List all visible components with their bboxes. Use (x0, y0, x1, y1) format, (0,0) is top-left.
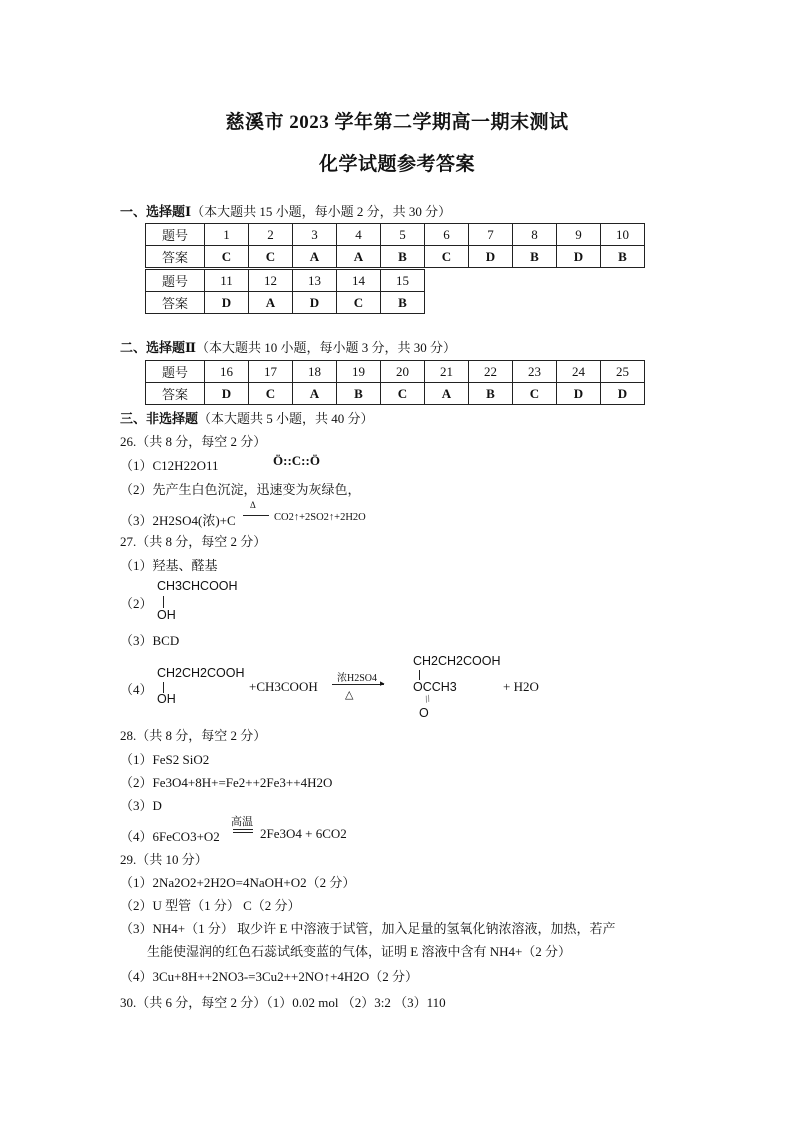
reaction-arrow (243, 515, 269, 516)
section3-heading (120, 408, 374, 427)
answer-cell: D (469, 246, 513, 268)
table-row (146, 270, 425, 292)
answer-cell: C (337, 292, 381, 314)
q26-part3 (120, 510, 236, 529)
question-number: 18 (293, 361, 337, 383)
question-number: 3 (293, 224, 337, 246)
arrow-head: ▸ (380, 678, 385, 688)
section3-note: （本大题共 5 小题，共 40 分） (198, 411, 374, 426)
answer-cell: C (249, 246, 293, 268)
answer-cell: B (381, 246, 425, 268)
q27-heading: 27.（共 8 分，每空 2 分） (120, 534, 267, 549)
bond-line (163, 596, 164, 608)
question-number: 1 (205, 224, 249, 246)
q26-part1 (120, 455, 218, 474)
answer-cell: B (469, 383, 513, 405)
table-row (146, 246, 645, 268)
lactic-acid-structure: CH3CHCOOH (157, 579, 238, 593)
answer-cell: D (293, 292, 337, 314)
q30-answer: 30.（共 6 分，每空 2 分）（1）0.02 mol （2）3:2 （3）110 (120, 995, 446, 1010)
answer-cell: C (381, 383, 425, 405)
question-number: 14 (337, 270, 381, 292)
question-number: 9 (557, 224, 601, 246)
question-number: 11 (205, 270, 249, 292)
section1-heading (120, 201, 451, 220)
ester-group: OCCH3 (413, 680, 457, 694)
answer-cell: D (205, 292, 249, 314)
high-temp-condition: 高温 (231, 816, 253, 828)
question-number: 17 (249, 361, 293, 383)
answer-cell: D (601, 383, 645, 405)
question-number: 10 (601, 224, 645, 246)
q27-part1: （1）羟基、醛基 (120, 558, 218, 573)
question-number: 2 (249, 224, 293, 246)
table-row (146, 383, 645, 405)
reaction-left: 6FeCO3+O2 (152, 829, 220, 844)
question-number: 5 (381, 224, 425, 246)
answer-cell: A (293, 383, 337, 405)
section1-label: 一、选择题Ⅰ (120, 204, 192, 219)
double-bond: // (423, 693, 433, 706)
answer-cell: B (513, 246, 557, 268)
q27-part4-label: （4） (120, 682, 153, 697)
catalyst-condition: 浓H2SO4 (337, 673, 378, 684)
answer-cell: D (557, 383, 601, 405)
row-label: 答案 (146, 383, 205, 405)
answer-cell: C (205, 246, 249, 268)
q28-part2: （2）Fe3O4+8H+=Fe2++2Fe3++4H2O (120, 775, 333, 790)
q27-part2-label: （2） (120, 596, 153, 611)
answer-cell: A (249, 292, 293, 314)
q29-part1: （1）2Na2O2+2H2O=4NaOH+O2（2 分） (120, 875, 356, 890)
question-number: 13 (293, 270, 337, 292)
answer-table-2 (145, 360, 645, 405)
row-label: 题号 (146, 361, 205, 383)
question-number: 6 (425, 224, 469, 246)
q29-part3-line2: 生能使湿润的红色石蕊试纸变蓝的气体，证明 E 溶液中含有 NH4+（2 分） (147, 944, 572, 959)
question-number: 20 (381, 361, 425, 383)
carbonyl-oxygen: O (419, 706, 429, 720)
q28-part3: （3）D (120, 798, 162, 813)
answer-cell: C (425, 246, 469, 268)
reactant-structure: CH2CH2COOH (157, 666, 245, 680)
q29-part2: （2）U 型管（1 分） C（2 分） (120, 898, 301, 913)
table-row (146, 224, 645, 246)
q26-part3-label: （3） (120, 513, 153, 528)
row-label: 题号 (146, 224, 205, 246)
acetic-acid: +CH3COOH (249, 679, 318, 694)
answer-cell: B (381, 292, 425, 314)
row-label: 答案 (146, 292, 205, 314)
section3-label: 三、非选择题 (120, 411, 199, 426)
q26-heading: 26.（共 8 分，每空 2 分） (120, 434, 267, 449)
hydroxyl-group: OH (157, 608, 176, 622)
equals-line-bottom (233, 832, 253, 833)
answer-cell: A (293, 246, 337, 268)
heat-condition: △ (345, 689, 354, 701)
q28-part4-label: （4） (120, 829, 153, 844)
answer-cell: A (337, 246, 381, 268)
reaction-right: CO2↑+2SO2↑+2H2O (274, 512, 366, 523)
page-title: 慈溪市 2023 学年第二学期高一期末测试 (225, 112, 569, 133)
question-number: 25 (601, 361, 645, 383)
section2-heading (120, 337, 456, 356)
answer-cell: D (205, 383, 249, 405)
question-number: 4 (337, 224, 381, 246)
row-label: 答案 (146, 246, 205, 268)
question-number: 24 (557, 361, 601, 383)
reaction-left: 2H2SO4(浓)+C (152, 513, 236, 528)
answer-cell: C (249, 383, 293, 405)
answer-cell: B (601, 246, 645, 268)
section2-label: 二、选择题Ⅱ (120, 340, 196, 355)
answer-cell: C (513, 383, 557, 405)
table-row (146, 292, 425, 314)
question-number: 12 (249, 270, 293, 292)
q26-part2: （2）先产生白色沉淀，迅速变为灰绿色， (120, 482, 361, 497)
question-number: 7 (469, 224, 513, 246)
page-subtitle: 化学试题参考答案 (318, 154, 475, 175)
answer-table-1b (145, 269, 425, 314)
section1-note: （本大题共 15 小题，每小题 2 分，共 30 分） (191, 204, 452, 219)
question-number: 22 (469, 361, 513, 383)
answer-cell: A (425, 383, 469, 405)
reactant-hydroxyl: OH (157, 692, 176, 706)
q29-part4: （4）3Cu+8H++2NO3-=3Cu2++2NO↑+4H2O（2 分） (120, 969, 418, 984)
reaction-arrow (332, 684, 384, 685)
bond-line (419, 670, 420, 680)
q29-part3-line1: （3）NH4+（1 分） 取少许 E 中溶液于试管，加入足量的氢氧化钠浓溶液，加热，若产 (120, 921, 616, 936)
row-label: 题号 (146, 270, 205, 292)
question-number: 15 (381, 270, 425, 292)
question-number: 8 (513, 224, 557, 246)
answer-cell: B (337, 383, 381, 405)
answer-cell: D (557, 246, 601, 268)
water-product: + H2O (503, 679, 539, 694)
equals-line-top (233, 829, 253, 830)
question-number: 19 (337, 361, 381, 383)
product-structure: CH2CH2COOH (413, 654, 501, 668)
co2-electron-formula: Ö::C::Ö (273, 453, 320, 468)
q26-formula: C12H22O11 (152, 458, 219, 473)
answer-table-1 (145, 223, 645, 268)
q28-part4 (120, 826, 220, 845)
heat-condition: Δ (250, 500, 256, 510)
q28-heading: 28.（共 8 分，每空 2 分） (120, 728, 267, 743)
question-number: 23 (513, 361, 557, 383)
section2-note: （本大题共 10 小题，每小题 3 分，共 30 分） (195, 340, 456, 355)
q26-part1-label: （1） (120, 458, 153, 473)
q28-part1: （1）FeS2 SiO2 (120, 752, 210, 767)
question-number: 16 (205, 361, 249, 383)
table-row (146, 361, 645, 383)
reaction-right: 2Fe3O4 + 6CO2 (260, 826, 347, 841)
question-number: 21 (425, 361, 469, 383)
q29-heading: 29.（共 10 分） (120, 852, 208, 867)
q27-part3: （3）BCD (120, 633, 180, 648)
